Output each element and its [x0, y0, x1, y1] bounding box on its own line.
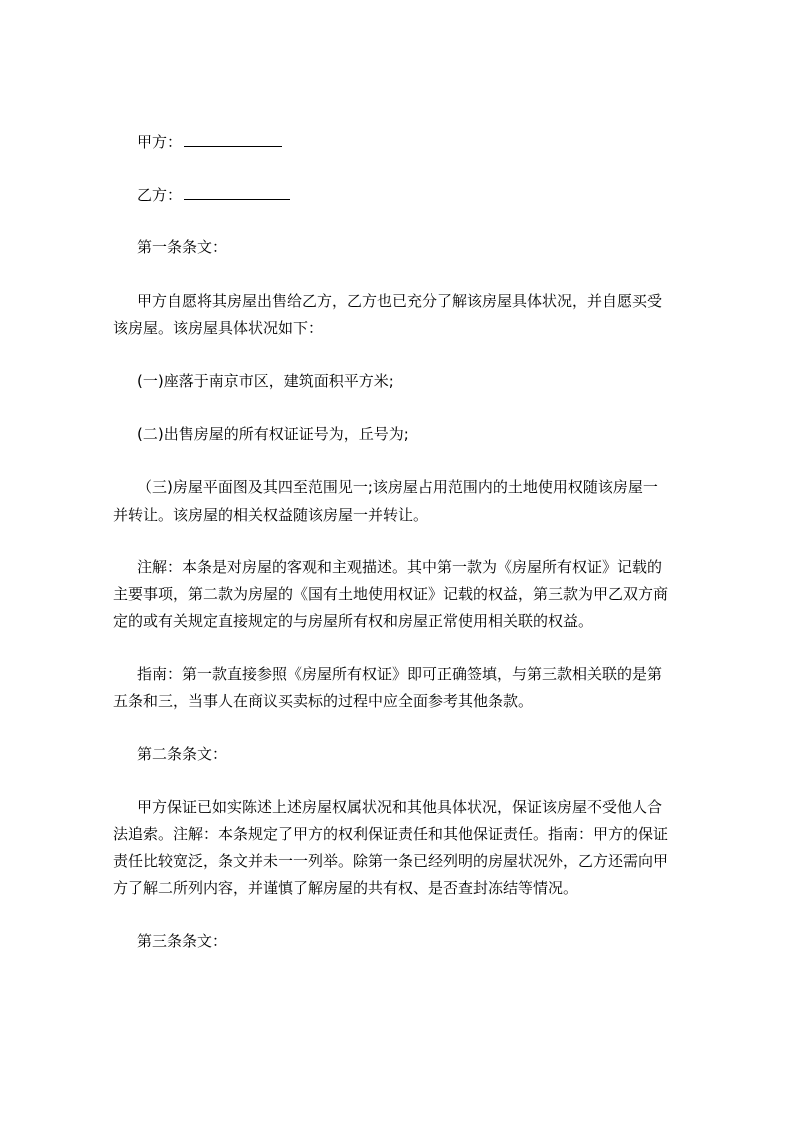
article1-item3-line1: （三)房屋平面图及其四至范围见一;该房屋占用范围内的土地使用权随该房屋一 [137, 478, 658, 496]
article1-item2: (二)出售房屋的所有权证证号为，丘号为; [137, 425, 409, 443]
article1-note-line1: 注解：本条是对房屋的客观和主观描述。其中第一款为《房屋所有权证》记载的 [137, 558, 663, 576]
party-a-blank [184, 132, 282, 147]
article2-line3: 责任比较宽泛，条文并未一一列举。除第一条已经列明的房屋状况外，乙方还需向甲 [113, 852, 669, 870]
article1-para1-line1: 甲方自愿将其房屋出售给乙方，乙方也已充分了解该房屋具体状况，并自愿买受 [137, 292, 663, 310]
article2-line4: 方了解二所列内容，并谨慎了解房屋的共有权、是否查封冻结等情况。 [113, 879, 579, 897]
article1-heading: 第一条条文： [137, 238, 228, 256]
article2-heading: 第二条条文： [137, 745, 228, 763]
article1-para1-line2: 该房屋。该房屋具体状况如下： [113, 319, 324, 337]
article1-item1: (一)座落于南京市区，建筑面积平方米; [137, 372, 394, 390]
article1-note-line3: 定的或有关规定直接规定的与房屋所有权和房屋正常使用相关联的权益。 [113, 612, 594, 630]
party-b-blank [184, 185, 290, 200]
article2-line2: 法追索。注解：本条规定了甲方的权利保证责任和其他保证责任。指南：甲方的保证 [113, 825, 669, 843]
party-b-line [137, 184, 290, 206]
article1-item3-line2: 并转让。该房屋的相关权益随该房屋一并转让。 [113, 506, 429, 524]
article1-guide-line2: 五条和三，当事人在商议买卖标的过程中应全面参考其他条款。 [113, 692, 534, 710]
party-b-label: 乙方： [137, 186, 183, 204]
party-a-line [137, 131, 282, 153]
party-a-label: 甲方： [137, 133, 183, 151]
article1-guide-line1: 指南：第一款直接参照《房屋所有权证》即可正确签填，与第三款相关联的是第 [137, 665, 663, 683]
article1-note-line2: 主要事项，第二款为房屋的《国有土地使用权证》记载的权益，第三款为甲乙双方商 [113, 585, 669, 603]
article2-line1: 甲方保证已如实陈述上述房屋权属状况和其他具体状况，保证该房屋不受他人合 [137, 798, 663, 816]
article3-heading: 第三条条文： [137, 932, 228, 950]
